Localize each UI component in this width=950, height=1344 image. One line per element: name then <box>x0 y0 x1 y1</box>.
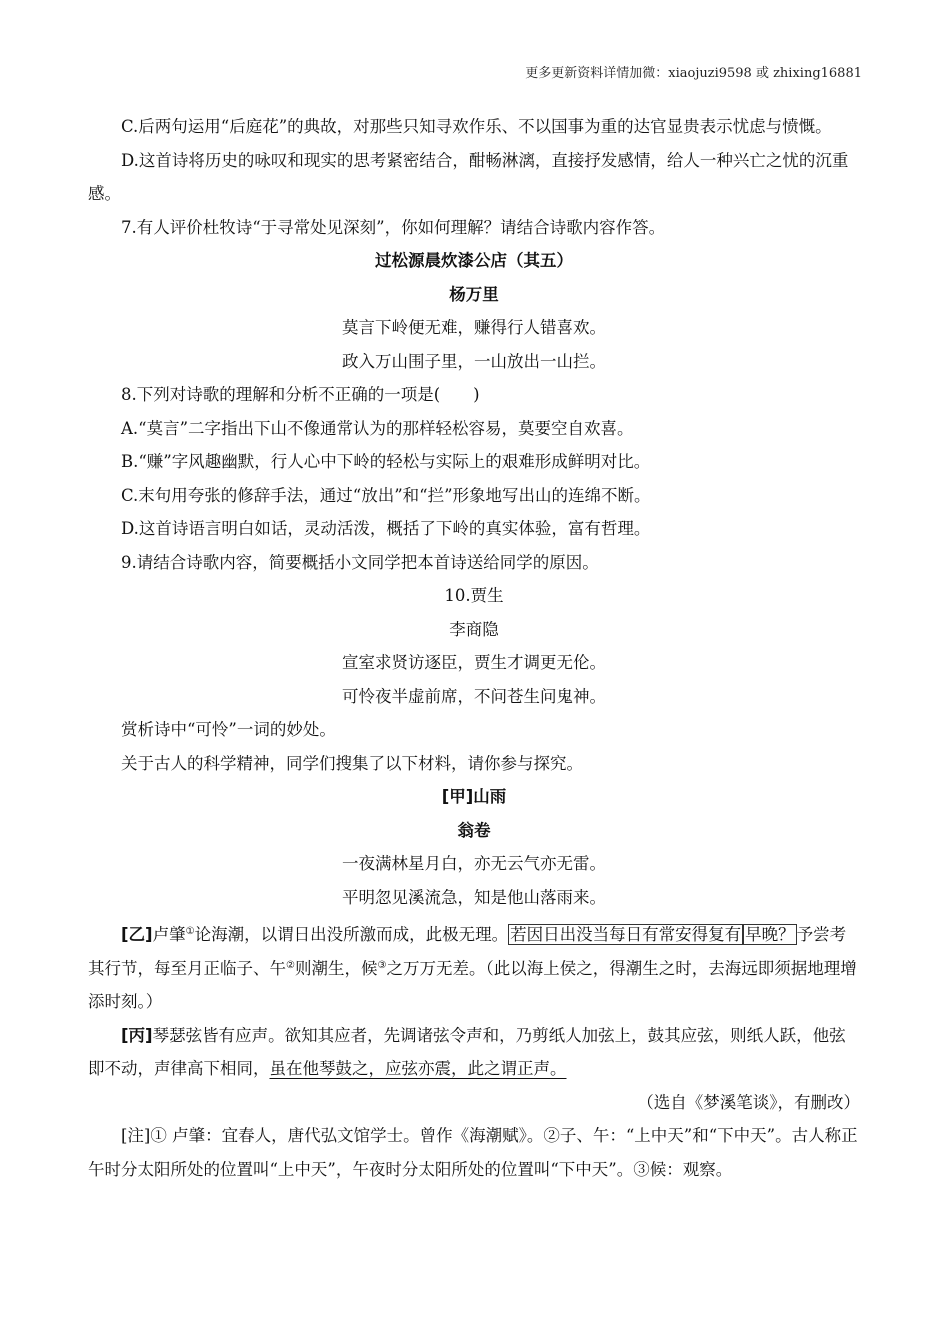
poem1-author: 杨万里 <box>449 284 499 304</box>
q8-option-c: C.末句用夸张的修辞手法，通过“放出”和“拦”形象地写出山的连绵不断。 <box>121 485 651 505</box>
yi-text-2: 论海潮，以谓日出没所激而成，此极无理。 <box>194 925 509 944</box>
yi-boxed-sentence-part-1: 若因日出没当每日有常安得复有 <box>510 925 742 944</box>
q8-stem: 8.下列对诗歌的理解和分析不正确的一项是( ) <box>121 385 480 404</box>
yi-tag: [乙] <box>121 925 153 944</box>
q8-option-b: B.“赚”字风趣幽默，行人心中下岭的轻松与实际上的艰难形成鲜明对比。 <box>121 452 651 471</box>
header-note: 更多更新资料详情加微：xiaojuzi9598 或 zhixing16881 <box>525 66 862 81</box>
poem1-line-2: 政入万山围子里，一山放出一山拦。 <box>342 351 606 371</box>
bing-paragraph <box>88 1019 860 1086</box>
jia-author: 翁卷 <box>457 820 491 840</box>
q9-question: 9.请结合诗歌内容，简要概括小文同学把本首诗送给同学的原因。 <box>121 552 599 572</box>
bing-underlined-sentence: 虽在他琴鼓之，应弦亦震，此之谓正声。 <box>269 1059 567 1078</box>
q10-title: 10.贾生 <box>444 586 504 605</box>
footnote-1-marker: ① <box>185 926 195 937</box>
q8-option-d: D.这首诗语言明白如话，灵动活泼，概括了下岭的真实体验，富有哲理。 <box>121 519 651 538</box>
q10-line-1: 宣室求贤访逐臣，贾生才调更无伦。 <box>342 653 606 672</box>
jia-title: [甲]山雨 <box>441 787 507 806</box>
q10-author: 李商隐 <box>449 619 499 639</box>
q6-option-c: C.后两句运用“后庭花”的典故，对那些只知寻欢作乐、不以国事为重的达官显贵表示忧虑与愤慨。 <box>121 117 832 136</box>
q10-question: 赏析诗中“可怜”一词的妙处。 <box>121 720 336 739</box>
q6-option-d: D.这首诗将历史的咏叹和现实的思考紧密结合，酣畅淋漓，直接抒发感情，给人一种兴亡之忧的沉重感。 <box>88 150 849 203</box>
yi-text-3: 予尝考其行节，每至月正临子、午 <box>88 925 847 978</box>
poem1-title: 过松源晨炊漆公店（其五） <box>375 251 573 270</box>
yi-text-1: 卢肇 <box>152 925 186 944</box>
q10-line-2: 可怜夜半虚前席，不问苍生问鬼神。 <box>342 686 606 706</box>
yi-paragraph <box>88 918 860 1019</box>
poem1-line-1: 莫言下岭便无难，赚得行人错喜欢。 <box>342 318 606 337</box>
q8-option-a: A.“莫言”二字指出下山不像通常认为的那样轻松容易，莫要空自欢喜。 <box>121 418 634 438</box>
yi-boxed-sentence-part-2: 早晚？ <box>745 925 795 944</box>
bing-text: 琴瑟弦皆有应声。欲知其应者，先调诸弦令声和，乃剪纸人加弦上，鼓其应弦，则纸人跃，他弦即不动，声律高下相同， <box>88 1025 846 1078</box>
jia-line-2: 平明忽见溪流急，知是他山落雨来。 <box>342 887 606 907</box>
footnote-2-marker: ② <box>286 959 295 971</box>
source-citation: （选自《梦溪笔谈》，有删改） <box>637 1092 860 1112</box>
q7-question: 7.有人评价杜牧诗“于寻常处见深刻”，你如何理解？请结合诗歌内容作答。 <box>121 217 666 237</box>
intro-text: 关于古人的科学精神，同学们搜集了以下材料，请你参与探究。 <box>121 753 583 773</box>
footnote-3-marker: ③ <box>377 959 387 971</box>
annotation-notes: [注]① 卢肇：宜春人，唐代弘文馆学士。曾作《海潮赋》。②子、午：“上中天”和“下中天”。古人称正午时分太阳所处的位置叫“上中天”，午夜时分太阳所处的位置叫“下中天”。③候：观察。 <box>88 1126 858 1179</box>
bing-tag: [丙] <box>121 1025 153 1045</box>
jia-line-1: 一夜满林星月白，亦无云气亦无雷。 <box>342 854 606 873</box>
document-body <box>88 110 860 1186</box>
yi-text-5: 之万万无差。（此以海上侯之，得潮生之时，去海远即须据地理增添时刻。） <box>88 958 857 1011</box>
yi-text-4: 则潮生，候 <box>294 958 378 978</box>
